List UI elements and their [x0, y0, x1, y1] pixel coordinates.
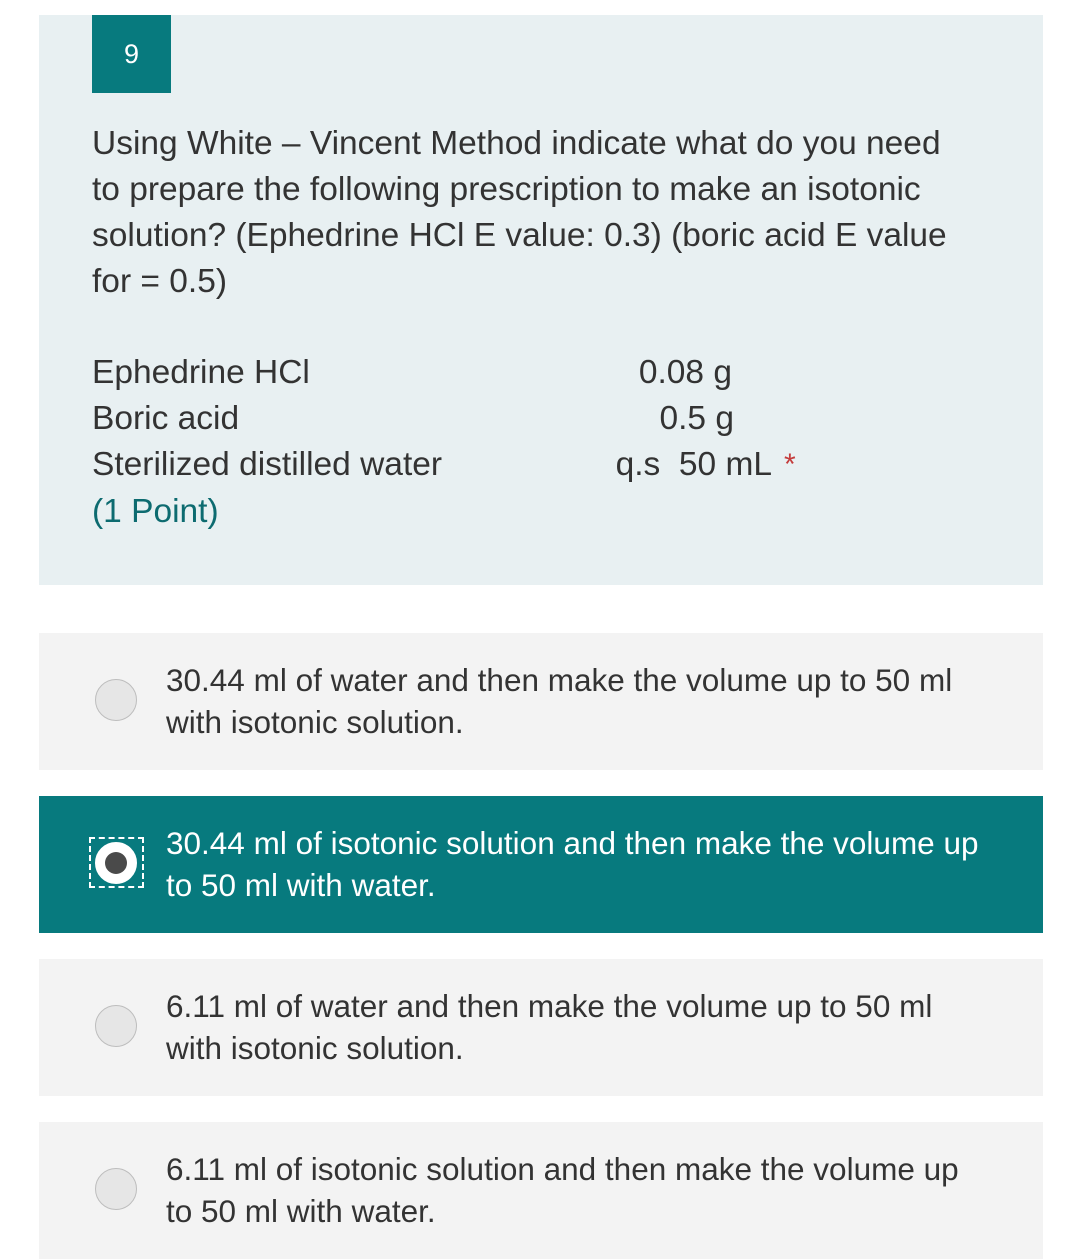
- radio-button[interactable]: [95, 679, 137, 721]
- question-card: [39, 15, 1043, 585]
- prescription-item-quantity: q.s 50 mL: [615, 446, 772, 483]
- option-label: 30.44 ml of water and then make the volume up to 50 ml with isotonic solution.: [166, 662, 953, 740]
- prescription-item-name: Sterilized distilled water: [92, 446, 443, 483]
- prescription-row: [92, 442, 992, 488]
- prescription-item-name: Ephedrine HCl: [92, 354, 310, 391]
- answer-option[interactable]: [39, 1122, 1043, 1259]
- question-text: Using White – Vincent Method indicate what do you need to prepare the following prescription to make an isotonic solution? (Ephedrine HCl E value: 0.3) (boric acid E value for = 0.5): [92, 125, 947, 300]
- prescription-row: [92, 350, 992, 396]
- radio-dot-icon: [105, 852, 127, 874]
- prescription-row: [92, 396, 992, 442]
- radio-button[interactable]: [95, 1005, 137, 1047]
- answer-option-selected[interactable]: [39, 796, 1043, 933]
- question-number-badge: 9: [92, 15, 171, 93]
- prescription-item-name: Boric acid: [92, 400, 240, 437]
- question-points: (1 Point): [92, 493, 219, 530]
- answer-option[interactable]: [39, 633, 1043, 770]
- required-marker: *: [784, 448, 796, 481]
- radio-button[interactable]: [95, 842, 137, 884]
- radio-button[interactable]: [95, 1168, 137, 1210]
- prescription-item-quantity: 0.5 g: [659, 400, 734, 437]
- answer-option[interactable]: [39, 959, 1043, 1096]
- option-label: 30.44 ml of isotonic solution and then make the volume up to 50 ml with water.: [166, 825, 979, 903]
- option-label: 6.11 ml of water and then make the volume up to 50 ml with isotonic solution.: [166, 988, 933, 1066]
- option-label: 6.11 ml of isotonic solution and then make the volume up to 50 ml with water.: [166, 1151, 959, 1229]
- prescription-item-quantity: 0.08 g: [638, 354, 732, 391]
